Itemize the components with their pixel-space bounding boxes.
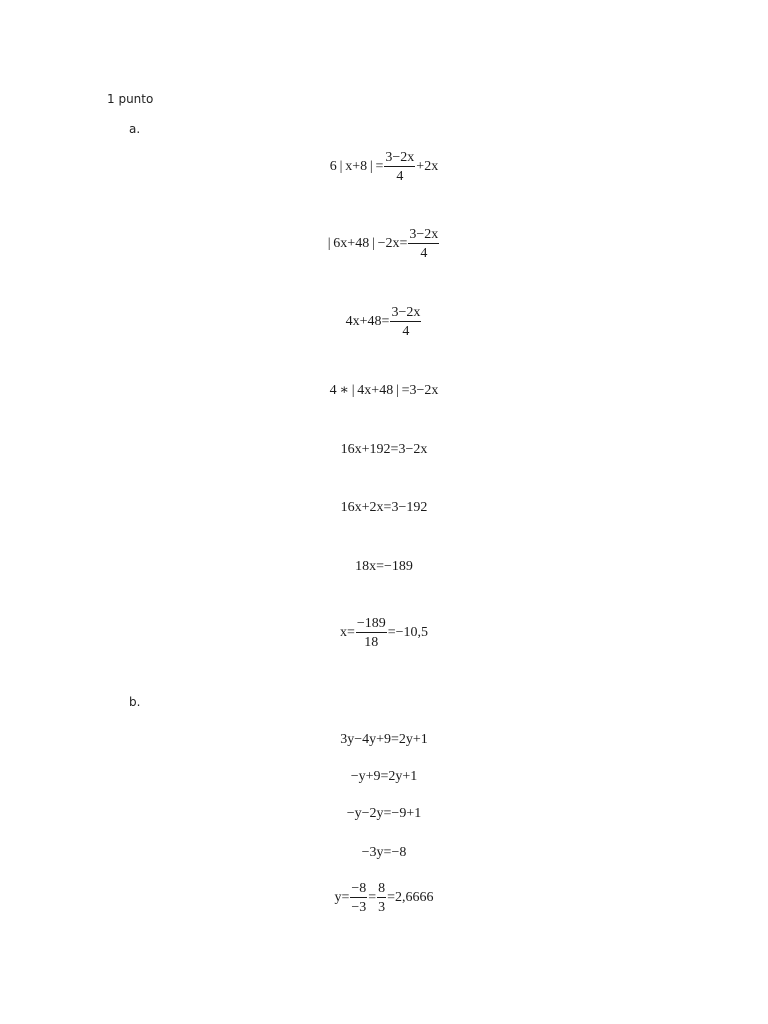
equation-a2-left: | 6x+48 | −2x= xyxy=(327,236,408,251)
equation-b3: −y−2y=−9+1 xyxy=(346,806,422,821)
equation-a2-denominator: 4 xyxy=(420,246,428,261)
equation-a1 xyxy=(0,150,768,184)
equation-a1-right: +2x xyxy=(416,159,439,174)
equation-b5-equals: = xyxy=(368,890,377,905)
equation-b5-fraction-1 xyxy=(350,881,367,915)
equation-a2-numerator: 3−2x xyxy=(409,227,439,242)
equation-b2: −y+9=2y+1 xyxy=(350,769,418,784)
equation-a5: 16x+192=3−2x xyxy=(340,442,428,457)
equation-b5-numerator-1: −8 xyxy=(351,881,367,896)
equation-a1-numerator: 3−2x xyxy=(385,150,415,165)
equation-a8-fraction xyxy=(356,616,387,650)
equation-b5-left: y= xyxy=(334,890,350,905)
equation-a2-fraction xyxy=(408,227,439,261)
equation-a3-fraction xyxy=(390,305,421,339)
equation-b5-numerator-2: 8 xyxy=(378,881,386,896)
equation-b5-denominator-1: −3 xyxy=(351,900,367,915)
equation-a8-denominator: 18 xyxy=(364,635,379,650)
equation-a8-left: x= xyxy=(339,625,355,640)
equation-b5-fraction-2 xyxy=(377,881,386,915)
equation-b5-denominator-2: 3 xyxy=(378,900,386,915)
equation-a7: 18x=−189 xyxy=(355,559,413,574)
equation-a3 xyxy=(0,305,768,339)
equation-a8-right: =−10,5 xyxy=(387,625,429,640)
equation-a6: 16x+2x=3−192 xyxy=(340,500,428,515)
equation-a4: 4 ∗ | 4x+48 | =3−2x xyxy=(329,383,439,398)
equation-a8-numerator: −189 xyxy=(356,616,386,631)
equation-b5 xyxy=(0,881,768,915)
equation-a3-numerator: 3−2x xyxy=(391,305,421,320)
equation-a2 xyxy=(0,227,768,261)
part-a-label: a. xyxy=(129,122,141,136)
equation-a8 xyxy=(0,616,768,650)
equation-b5-right: =2,6666 xyxy=(387,890,434,905)
question-heading: 1 punto xyxy=(107,92,154,106)
part-b-label: b. xyxy=(129,695,141,709)
equation-a3-left: 4x+48= xyxy=(345,314,390,329)
equation-a3-denominator: 4 xyxy=(402,324,410,339)
equation-a1-left: 6 | x+8 | = xyxy=(329,159,384,174)
equation-b4: −3y=−8 xyxy=(361,845,407,860)
equation-a1-denominator: 4 xyxy=(396,169,404,184)
equation-a1-fraction xyxy=(384,150,415,184)
equation-b1: 3y−4y+9=2y+1 xyxy=(340,732,428,747)
